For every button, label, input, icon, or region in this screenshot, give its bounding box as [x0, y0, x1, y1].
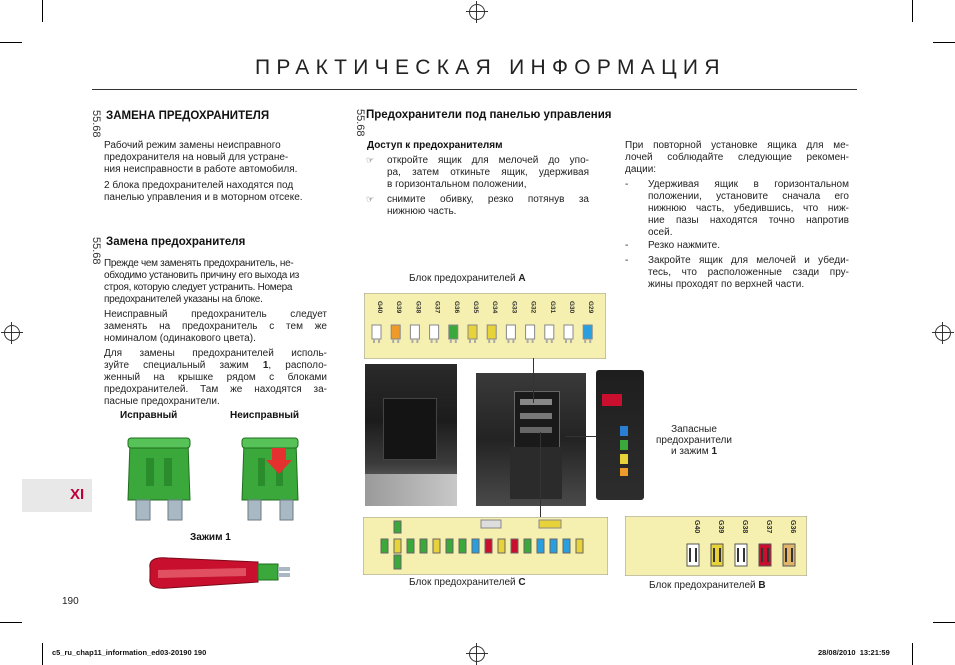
fuse-label: G35 [472, 301, 479, 314]
fuse [446, 539, 453, 553]
fuse-label: G37 [765, 520, 772, 534]
fuse-pin [689, 548, 691, 562]
crop-mark [0, 42, 22, 43]
fuse-pin [397, 339, 399, 343]
fuse [735, 544, 747, 566]
bullet-icon: ☞ [366, 155, 375, 165]
crop-mark [0, 622, 22, 623]
fuse-label: G38 [414, 301, 422, 314]
section-heading: ЗАМЕНА ПРЕДОХРАНИТЕЛЯ [106, 110, 270, 122]
fuse-pin [411, 339, 413, 343]
paragraph: Прежде чем заменять предохранитель, не- обходимо установить причину его выхода из строя, которую следует устранить. Номера предохранителей указаны на блоке. [104, 258, 300, 305]
block-a-caption: Блок предохранителей A [409, 273, 526, 284]
fuse [407, 539, 414, 553]
fuse [433, 539, 440, 553]
fuse [498, 539, 505, 553]
fuse [506, 325, 515, 339]
pointer-line [533, 358, 534, 403]
fuse-pin [532, 339, 534, 343]
fuse-pin [551, 339, 553, 343]
fuse [410, 325, 419, 339]
fuse-block-a [364, 293, 606, 359]
bullet-icon: ☞ [366, 194, 375, 204]
chapter-tab [22, 479, 92, 512]
fuse-label: G33 [510, 301, 518, 314]
glovebox-photo [365, 364, 457, 506]
registration-mark-icon [935, 325, 951, 341]
fuse [468, 325, 477, 339]
fuse-pin [469, 339, 471, 343]
fuse-pin [493, 339, 495, 343]
paragraph: 2 блока предохранителей находятся под панелью управления и в моторном отсеке. [104, 180, 303, 203]
fuse-label: G29 [587, 301, 595, 314]
fuse-pin [527, 339, 529, 343]
footer-file: c5_ru_chap11_information_ed03-20190 190 [52, 648, 207, 657]
crop-mark [912, 0, 913, 22]
section-code: 55.68 [90, 110, 102, 138]
fuse [372, 325, 381, 339]
dash-bullet: - [625, 255, 629, 266]
fuse-label: G40 [376, 301, 383, 314]
crop-mark [912, 643, 913, 665]
fuse-pin [507, 339, 509, 343]
bad-fuse-label: Неисправный [230, 410, 300, 421]
fuse [550, 539, 557, 553]
section-code: 55.68 [354, 109, 366, 137]
fuse-label: G38 [741, 520, 748, 534]
crop-mark [933, 42, 955, 43]
fuse-label: G39 [395, 301, 403, 314]
fuse [394, 555, 401, 569]
fuse-label: G39 [717, 520, 724, 534]
fuse [391, 325, 400, 339]
list-item: Удерживая ящик в горизонтальном положении, установите сначала его нижнюю часть, убедившись, что ниж- ние пазы находятся точно напротив осей. [648, 179, 849, 238]
fuse-pin [436, 339, 438, 343]
bullet-text: снимите обивку, резко потянув за нижнюю часть. [387, 194, 589, 217]
blown-fuse-image [236, 428, 306, 524]
paragraph: Рабочий режим замены неисправного предохранителя на новый для устране- ния неисправности в работе автомобиля. [104, 140, 298, 175]
crop-mark [42, 643, 43, 665]
fuse-pin [767, 548, 769, 562]
fuse-pin [373, 339, 375, 343]
fuse [472, 539, 479, 553]
block-b-caption: Блок предохранителей B [649, 580, 766, 591]
fuse-pin [431, 339, 433, 343]
fuse [687, 544, 699, 566]
registration-mark-icon [469, 646, 485, 662]
fuse-label: G36 [452, 301, 460, 314]
fuse-label: G34 [491, 301, 499, 314]
fuse [524, 539, 531, 553]
fuse-pin [737, 548, 739, 562]
fuse-pin [378, 339, 380, 343]
section-heading: Замена предохранителя [106, 236, 246, 248]
chapter-number: XI [70, 486, 85, 503]
fuse [485, 539, 492, 553]
paragraph: Неисправный предохранитель следует заменять на предохранитель с тем же номиналом (одинакового цвета). [104, 309, 327, 344]
spare-fuses-caption: Запасные предохранители и зажим 1 [656, 424, 732, 457]
fuse-pin [695, 548, 697, 562]
relay [481, 520, 501, 528]
list-item: Закройте ящик для мелочей и убеди- тесь, что расположенные сзади пру- жины проходят по верхней части. [648, 255, 849, 290]
fuse-clip-tool-image [146, 548, 292, 600]
fuse [783, 544, 795, 566]
fuse-pin [392, 339, 394, 343]
fuse-pin [713, 548, 715, 562]
fuse [759, 544, 771, 566]
registration-mark-icon [4, 325, 20, 341]
fuse-pin [565, 339, 567, 343]
block-c-caption: Блок предохранителей C [409, 577, 526, 588]
section-code: 55.68 [90, 237, 102, 265]
fuse-label: G31 [548, 301, 556, 314]
crop-mark [42, 0, 43, 22]
fuse [459, 539, 466, 553]
fuse-pin [761, 548, 763, 562]
fuse [381, 539, 388, 553]
fuse [711, 544, 723, 566]
footer-date: 28/08/2010 13:21:59 [818, 648, 890, 657]
fuse-pin [416, 339, 418, 343]
fuse-pin [546, 339, 548, 343]
fuse [449, 325, 458, 339]
page-title: ПРАКТИЧЕСКАЯ ИНФОРМАЦИЯ [255, 56, 726, 79]
bullet-text: откройте ящик для мелочей до упо- ра, затем откиньте ящик, удерживая в горизонтальном положении, [387, 155, 589, 190]
fuse-pin [455, 339, 457, 343]
fuse [537, 539, 544, 553]
clip-label: Зажим 1 [190, 532, 231, 543]
fuse [420, 539, 427, 553]
dash-bullet: - [625, 240, 629, 251]
paragraph: При повторной установке ящика для ме- лочей соблюдайте следующие рекомен- дации: [625, 140, 849, 175]
fuse-label: G32 [529, 301, 537, 314]
dash-bullet: - [625, 179, 629, 190]
good-fuse-image [118, 428, 200, 524]
fuse-pin [791, 548, 793, 562]
pointer-line [566, 436, 596, 437]
fuse-label: G30 [568, 301, 575, 314]
fuse-pin [512, 339, 514, 343]
spare-fuses-photo [596, 370, 644, 500]
good-fuse-label: Исправный [120, 410, 178, 421]
fuse [563, 539, 570, 553]
fuse [526, 325, 535, 339]
paragraph: Для замены предохранителей исполь- зуйте специальный зажим 1, располо- женный на крышке рядом с блоками предохранителей. Там же находятся за- пасные предохранители. [104, 348, 327, 407]
pointer-line [540, 432, 541, 522]
fuse-pin [570, 339, 572, 343]
fuse [430, 325, 439, 339]
fuse [539, 520, 561, 528]
fuse-pin [719, 548, 721, 562]
list-item: Резко нажмите. [648, 240, 721, 251]
fuse-pin [589, 339, 591, 343]
fusebox-photo [476, 373, 586, 506]
registration-mark-icon [469, 4, 485, 20]
fuse-pin [584, 339, 586, 343]
fuse-pin [474, 339, 476, 343]
fuse-block-b [625, 516, 807, 576]
fuse [394, 521, 401, 533]
fuse-pin [785, 548, 787, 562]
crop-mark [933, 622, 955, 623]
fuse [583, 325, 592, 339]
fuse [576, 539, 583, 553]
fuse-label: G37 [433, 301, 441, 314]
fuse [545, 325, 554, 339]
fuse-pin [488, 339, 490, 343]
fuse-block-c [363, 517, 608, 575]
page-number: 190 [62, 596, 79, 607]
subheading: Доступ к предохранителям [367, 140, 503, 151]
section-heading: Предохранители под панелью управления [366, 109, 612, 121]
fuse [511, 539, 518, 553]
fuse [564, 325, 573, 339]
fuse-pin [450, 339, 452, 343]
fuse-label: G36 [789, 520, 796, 534]
fuse [394, 539, 401, 553]
fuse-label: G40 [693, 520, 700, 534]
fuse [487, 325, 496, 339]
fuse-pin [743, 548, 745, 562]
header-rule [92, 89, 857, 90]
